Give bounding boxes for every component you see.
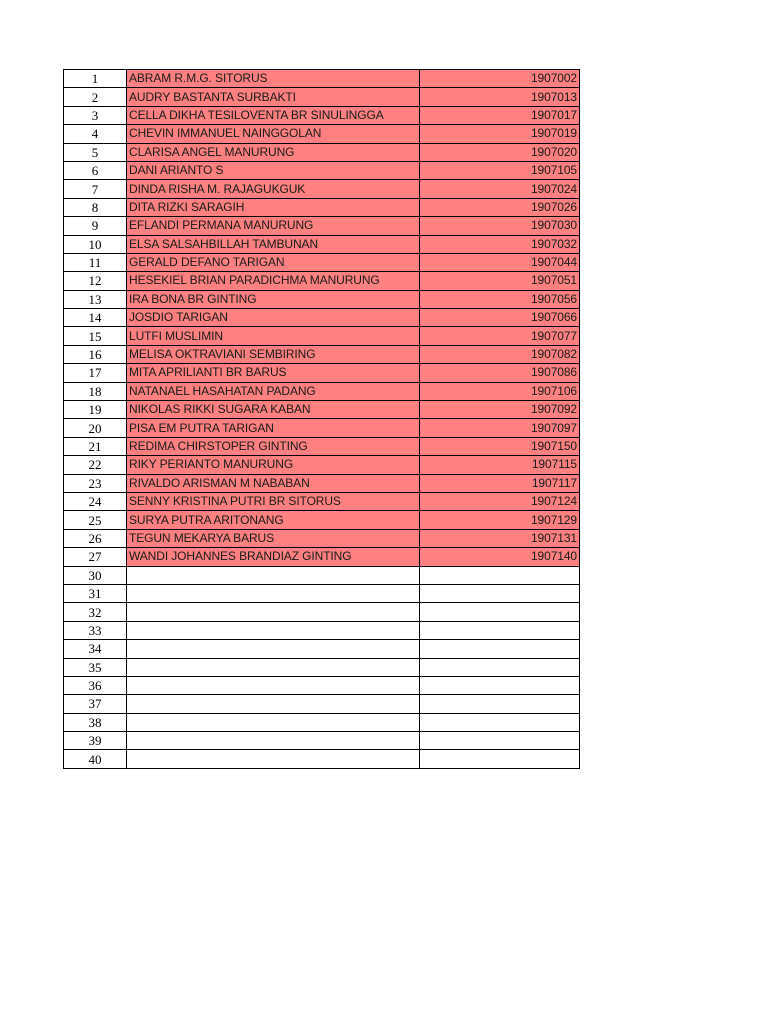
table-row xyxy=(64,143,580,161)
student-id-cell[interactable]: 1907115 xyxy=(420,456,580,474)
row-number-cell[interactable]: 3 xyxy=(64,106,127,124)
row-number-cell[interactable]: 6 xyxy=(64,161,127,179)
student-name-cell[interactable]: GERALD DEFANO TARIGAN xyxy=(127,253,420,271)
row-number-cell[interactable]: 2 xyxy=(64,88,127,106)
student-id-cell[interactable]: 1907105 xyxy=(420,161,580,179)
student-name-cell[interactable]: MITA APRILIANTI BR BARUS xyxy=(127,364,420,382)
table-row xyxy=(64,621,580,639)
student-id-cell[interactable] xyxy=(420,732,580,750)
table-row xyxy=(64,437,580,455)
table-row xyxy=(64,456,580,474)
table-row xyxy=(64,676,580,694)
row-number-cell[interactable]: 31 xyxy=(64,584,127,602)
row-number-cell[interactable]: 24 xyxy=(64,492,127,510)
student-id-cell[interactable]: 1907092 xyxy=(420,401,580,419)
row-number-cell[interactable]: 22 xyxy=(64,456,127,474)
student-id-cell[interactable]: 1907077 xyxy=(420,327,580,345)
row-number-cell[interactable]: 11 xyxy=(64,253,127,271)
table-row xyxy=(64,695,580,713)
student-id-cell[interactable]: 1907106 xyxy=(420,382,580,400)
student-id-cell[interactable]: 1907017 xyxy=(420,106,580,124)
table-row xyxy=(64,180,580,198)
table-row xyxy=(64,474,580,492)
table-row xyxy=(64,272,580,290)
row-number-cell[interactable]: 34 xyxy=(64,640,127,658)
student-id-cell[interactable]: 1907124 xyxy=(420,492,580,510)
row-number-cell[interactable]: 25 xyxy=(64,511,127,529)
table-row xyxy=(64,640,580,658)
student-id-cell[interactable]: 1907013 xyxy=(420,88,580,106)
row-number-cell[interactable]: 33 xyxy=(64,621,127,639)
student-name-cell[interactable]: RIVALDO ARISMAN M NABABAN xyxy=(127,474,420,492)
student-id-cell[interactable] xyxy=(420,658,580,676)
student-id-cell[interactable]: 1907024 xyxy=(420,180,580,198)
table-row xyxy=(64,529,580,547)
row-number-cell[interactable]: 12 xyxy=(64,272,127,290)
student-id-cell[interactable]: 1907026 xyxy=(420,198,580,216)
row-number-cell[interactable]: 21 xyxy=(64,437,127,455)
student-name-cell[interactable]: SENNY KRISTINA PUTRI BR SITORUS xyxy=(127,492,420,510)
student-name-cell[interactable]: DANI ARIANTO S xyxy=(127,161,420,179)
student-name-cell[interactable]: REDIMA CHIRSTOPER GINTING xyxy=(127,437,420,455)
table-row xyxy=(64,309,580,327)
table-row xyxy=(64,658,580,676)
student-id-cell[interactable] xyxy=(420,676,580,694)
student-name-cell[interactable]: SURYA PUTRA ARITONANG xyxy=(127,511,420,529)
student-id-cell[interactable]: 1907066 xyxy=(420,309,580,327)
row-number-cell[interactable]: 4 xyxy=(64,125,127,143)
student-id-cell[interactable] xyxy=(420,621,580,639)
table-row xyxy=(64,492,580,510)
student-name-cell[interactable] xyxy=(127,621,420,639)
table-row xyxy=(64,382,580,400)
student-id-cell[interactable]: 1907019 xyxy=(420,125,580,143)
table-row xyxy=(64,217,580,235)
row-number-cell[interactable]: 14 xyxy=(64,309,127,327)
student-name-cell[interactable] xyxy=(127,713,420,731)
student-id-cell[interactable] xyxy=(420,713,580,731)
student-id-cell[interactable]: 1907086 xyxy=(420,364,580,382)
table-row xyxy=(64,290,580,308)
table-row xyxy=(64,198,580,216)
table-row xyxy=(64,750,580,768)
row-number-cell[interactable]: 36 xyxy=(64,676,127,694)
table-row xyxy=(64,511,580,529)
row-number-cell[interactable]: 7 xyxy=(64,180,127,198)
student-name-cell[interactable]: ELSA SALSAHBILLAH TAMBUNAN xyxy=(127,235,420,253)
student-name-cell[interactable]: CELLA DIKHA TESILOVENTA BR SINULINGGA xyxy=(127,106,420,124)
table-row xyxy=(64,419,580,437)
student-name-cell[interactable]: JOSDIO TARIGAN xyxy=(127,309,420,327)
student-name-cell[interactable] xyxy=(127,695,420,713)
student-id-cell[interactable]: 1907129 xyxy=(420,511,580,529)
row-number-cell[interactable]: 5 xyxy=(64,143,127,161)
row-number-cell[interactable]: 35 xyxy=(64,658,127,676)
row-number-cell[interactable]: 18 xyxy=(64,382,127,400)
student-name-cell[interactable]: LUTFI MUSLIMIN xyxy=(127,327,420,345)
row-number-cell[interactable]: 13 xyxy=(64,290,127,308)
student-id-cell[interactable] xyxy=(420,584,580,602)
student-id-cell[interactable]: 1907140 xyxy=(420,548,580,566)
student-id-cell[interactable]: 1907056 xyxy=(420,290,580,308)
table-row xyxy=(64,732,580,750)
student-id-cell[interactable] xyxy=(420,640,580,658)
student-name-cell[interactable]: NIKOLAS RIKKI SUGARA KABAN xyxy=(127,401,420,419)
student-id-cell[interactable] xyxy=(420,566,580,584)
row-number-cell[interactable]: 17 xyxy=(64,364,127,382)
student-name-cell[interactable]: PISA EM PUTRA TARIGAN xyxy=(127,419,420,437)
row-number-cell[interactable]: 9 xyxy=(64,217,127,235)
student-name-cell[interactable]: MELISA OKTRAVIANI SEMBIRING xyxy=(127,345,420,363)
table-row xyxy=(64,106,580,124)
table-row xyxy=(64,70,580,88)
student-name-cell[interactable]: HESEKIEL BRIAN PARADICHMA MANURUNG xyxy=(127,272,420,290)
row-number-cell[interactable]: 1 xyxy=(64,70,127,88)
student-id-cell[interactable]: 1907097 xyxy=(420,419,580,437)
student-name-cell[interactable]: RIKY PERIANTO MANURUNG xyxy=(127,456,420,474)
row-number-cell[interactable]: 27 xyxy=(64,548,127,566)
student-name-cell[interactable]: CHEVIN IMMANUEL NAINGGOLAN xyxy=(127,125,420,143)
table-row xyxy=(64,253,580,271)
table-row xyxy=(64,161,580,179)
row-number-cell[interactable]: 16 xyxy=(64,345,127,363)
student-name-cell[interactable] xyxy=(127,566,420,584)
table-row xyxy=(64,401,580,419)
student-name-cell[interactable]: TEGUN MEKARYA BARUS xyxy=(127,529,420,547)
table-row xyxy=(64,345,580,363)
row-number-cell[interactable]: 8 xyxy=(64,198,127,216)
student-id-cell[interactable]: 1907044 xyxy=(420,253,580,271)
table-row xyxy=(64,125,580,143)
row-number-cell[interactable]: 39 xyxy=(64,732,127,750)
student-name-cell[interactable]: ABRAM R.M.G. SITORUS xyxy=(127,70,420,88)
row-number-cell[interactable]: 10 xyxy=(64,235,127,253)
student-id-cell[interactable] xyxy=(420,695,580,713)
student-list-sheet xyxy=(63,69,580,769)
student-id-cell[interactable]: 1907032 xyxy=(420,235,580,253)
student-name-cell[interactable] xyxy=(127,676,420,694)
student-name-cell[interactable] xyxy=(127,658,420,676)
table-row xyxy=(64,364,580,382)
row-number-cell[interactable]: 19 xyxy=(64,401,127,419)
student-name-cell[interactable] xyxy=(127,640,420,658)
student-name-cell[interactable]: IRA BONA BR GINTING xyxy=(127,290,420,308)
student-id-cell[interactable]: 1907051 xyxy=(420,272,580,290)
student-id-cell[interactable] xyxy=(420,750,580,768)
student-name-cell[interactable] xyxy=(127,584,420,602)
student-table xyxy=(63,69,580,769)
row-number-cell[interactable]: 37 xyxy=(64,695,127,713)
student-name-cell[interactable] xyxy=(127,750,420,768)
table-row xyxy=(64,584,580,602)
row-number-cell[interactable]: 20 xyxy=(64,419,127,437)
student-id-cell[interactable]: 1907131 xyxy=(420,529,580,547)
table-row xyxy=(64,327,580,345)
student-name-cell[interactable]: DITA RIZKI SARAGIH xyxy=(127,198,420,216)
row-number-cell[interactable]: 15 xyxy=(64,327,127,345)
table-row xyxy=(64,566,580,584)
student-name-cell[interactable]: CLARISA ANGEL MANURUNG xyxy=(127,143,420,161)
student-name-cell[interactable]: NATANAEL HASAHATAN PADANG xyxy=(127,382,420,400)
student-id-cell[interactable]: 1907082 xyxy=(420,345,580,363)
student-id-cell[interactable]: 1907002 xyxy=(420,70,580,88)
row-number-cell[interactable]: 40 xyxy=(64,750,127,768)
row-number-cell[interactable]: 23 xyxy=(64,474,127,492)
table-row xyxy=(64,603,580,621)
student-id-cell[interactable] xyxy=(420,603,580,621)
student-name-cell[interactable]: EFLANDI PERMANA MANURUNG xyxy=(127,217,420,235)
student-name-cell[interactable]: WANDI JOHANNES BRANDIAZ GINTING xyxy=(127,548,420,566)
table-row xyxy=(64,713,580,731)
student-name-cell[interactable] xyxy=(127,732,420,750)
row-number-cell[interactable]: 32 xyxy=(64,603,127,621)
row-number-cell[interactable]: 30 xyxy=(64,566,127,584)
table-row xyxy=(64,235,580,253)
student-id-cell[interactable]: 1907030 xyxy=(420,217,580,235)
student-id-cell[interactable]: 1907117 xyxy=(420,474,580,492)
student-id-cell[interactable]: 1907020 xyxy=(420,143,580,161)
student-name-cell[interactable] xyxy=(127,603,420,621)
student-table-body xyxy=(64,70,580,769)
student-id-cell[interactable]: 1907150 xyxy=(420,437,580,455)
table-row xyxy=(64,548,580,566)
student-name-cell[interactable]: DINDA RISHA M. RAJAGUKGUK xyxy=(127,180,420,198)
row-number-cell[interactable]: 38 xyxy=(64,713,127,731)
table-row xyxy=(64,88,580,106)
row-number-cell[interactable]: 26 xyxy=(64,529,127,547)
student-name-cell[interactable]: AUDRY BASTANTA SURBAKTI xyxy=(127,88,420,106)
